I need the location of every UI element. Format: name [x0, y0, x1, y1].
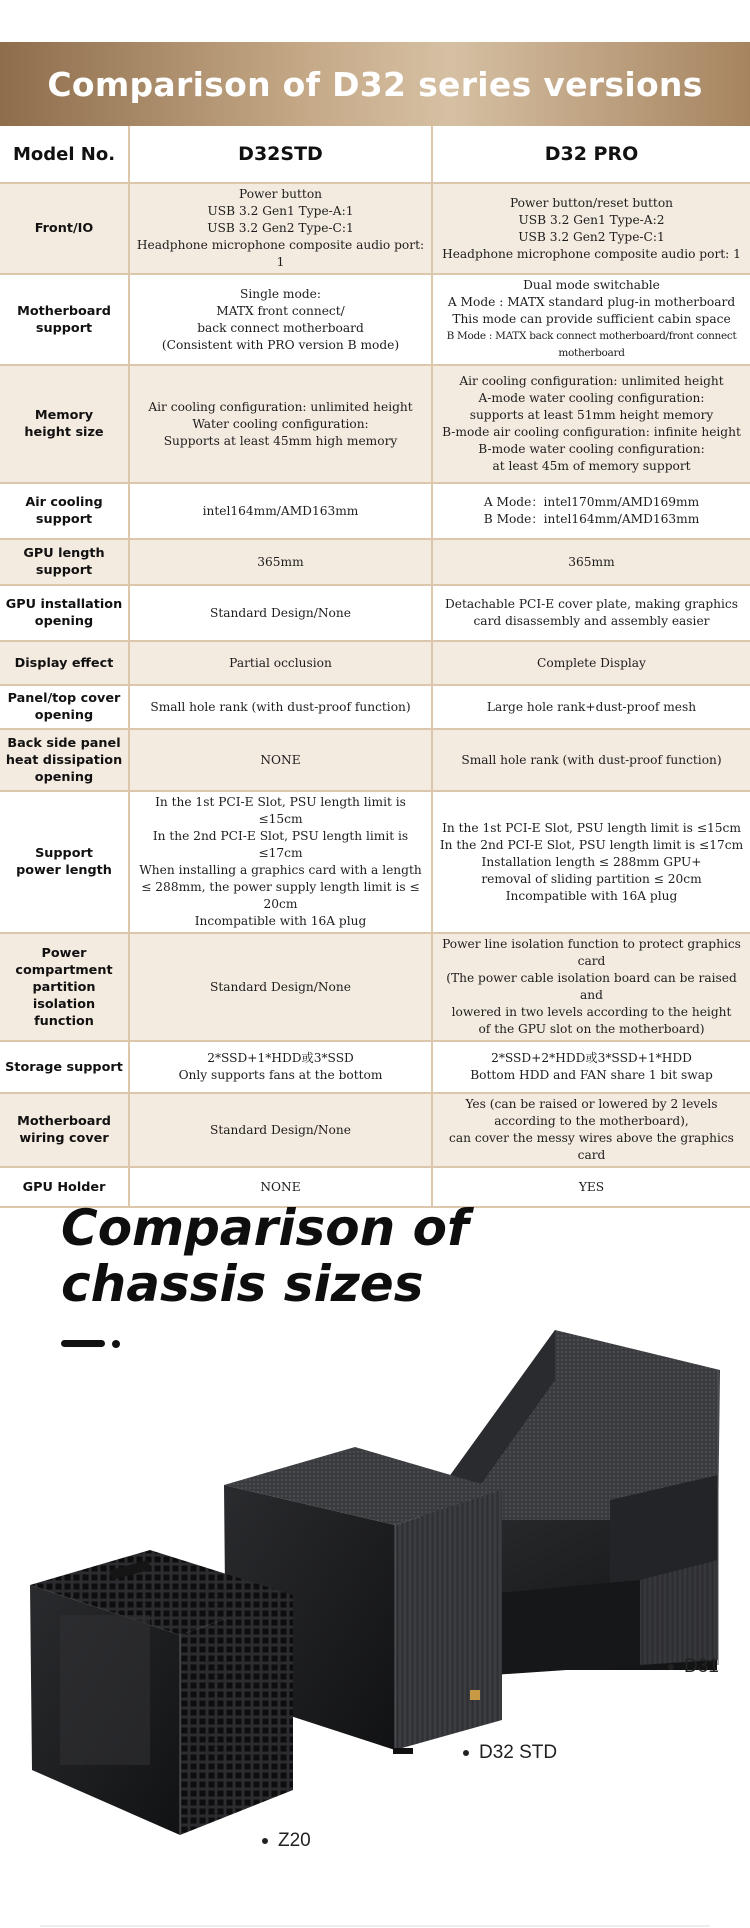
row-label	[0, 585, 129, 641]
cell-d32std-line: back connect motherboard	[197, 320, 364, 335]
cell-d32std-line: USB 3.2 Gen1 Type-A:1	[207, 204, 354, 218]
cell-d32std-line: Water cooling configuration:	[192, 416, 369, 431]
row-label	[0, 365, 129, 483]
row-label-line: Support	[35, 846, 93, 861]
cell-d32pro-line: This mode can provide sufficient cabin space	[452, 312, 731, 326]
cell-d32std	[129, 183, 432, 274]
cell-d32std-line: Supports at least 45mm high memory	[163, 433, 398, 448]
label-d31	[668, 1656, 719, 1678]
cell-d32pro-line: can cover the messy wires above the graphics card	[449, 1131, 734, 1162]
header-d32std: D32STD	[129, 126, 432, 183]
cell-d32std-line: Small hole rank (with dust-proof function)	[150, 699, 411, 714]
cell-d32std	[129, 274, 432, 365]
cell-d32std	[129, 539, 432, 585]
cell-d32std-line: Air cooling configuration: unlimited height	[148, 399, 413, 414]
cell-d32std-line: In the 2nd PCI-E Slot, PSU length limit is ≤17cm	[152, 829, 409, 860]
table-row	[0, 933, 750, 1041]
row-label-line: Back side panel	[7, 735, 121, 751]
case-z20	[30, 1550, 293, 1835]
cell-d32std-line: USB 3.2 Gen2 Type-C:1	[207, 221, 354, 235]
cell-d32pro-line: Small hole rank (with dust-proof function)	[461, 752, 722, 767]
cell-d32std-line: Partial occlusion	[229, 655, 332, 670]
cell-d32pro-line: B-mode air cooling configuration: infinite height	[442, 425, 741, 439]
cell-d32pro-line: USB 3.2 Gen2 Type-C:1	[518, 229, 665, 244]
table-row	[0, 1041, 750, 1093]
label-z20-text: Z20	[278, 1830, 311, 1851]
table-row	[0, 274, 750, 365]
cell-d32pro-line: Installation length ≤ 288mm GPU+	[481, 854, 702, 869]
row-label-line: GPU installation	[5, 597, 123, 612]
cell-d32pro-line: Air cooling configuration: unlimited height	[459, 374, 724, 388]
cell-d32std-line: Headphone microphone composite audio port: 1	[136, 238, 425, 269]
cell-d32pro-line: A Mode：intel170mm/AMD169mm	[483, 495, 700, 509]
cell-d32std	[129, 483, 432, 539]
header-d32pro: D32 PRO	[432, 126, 750, 183]
label-d32std-text: D32 STD	[479, 1742, 558, 1763]
cell-d32pro	[432, 685, 750, 729]
cell-d32pro-line: Bottom HDD and FAN share 1 bit swap	[470, 1068, 713, 1082]
cell-d32pro-line: A-mode water cooling configuration:	[478, 391, 705, 405]
row-label-line: Display effect	[14, 655, 114, 671]
cell-d32pro-line: Large hole rank+dust-proof mesh	[486, 699, 697, 714]
cell-d32pro-line: B Mode : MATX back connect motherboard/front connect motherboard	[446, 330, 737, 359]
cell-d32std-line: Power button	[238, 187, 323, 201]
table-row	[0, 585, 750, 641]
cell-d32std-line: 2*SSD+1*HDD或3*SSD	[207, 1051, 354, 1065]
table-row	[0, 365, 750, 483]
cell-d32std	[129, 685, 432, 729]
cell-d32pro	[432, 365, 750, 483]
row-label	[0, 791, 129, 933]
row-label-line: power length	[16, 863, 112, 878]
row-label-line: support	[35, 320, 93, 336]
cell-d32std	[129, 365, 432, 483]
cell-d32std-line: Standard Design/None	[210, 979, 351, 994]
cell-d32pro-line: of the GPU slot on the motherboard)	[478, 1022, 705, 1036]
cell-d32std-line: In the 1st PCI-E Slot, PSU length limit is ≤15cm	[155, 795, 406, 826]
cell-d32pro-line: lowered in two levels according to the height	[451, 1005, 732, 1019]
comparison-banner	[0, 42, 750, 126]
cell-d32pro-line: A Mode : MATX standard plug-in motherboard	[447, 295, 736, 309]
row-label-line: Power	[41, 945, 87, 961]
cell-d32pro-line: Power button/reset button	[509, 195, 674, 210]
cell-d32pro-line: Power line isolation function to protect graphics card	[442, 937, 741, 968]
bullet-icon	[668, 1664, 674, 1670]
row-label-line: support	[35, 563, 93, 578]
row-label-line: Storage support	[5, 1059, 123, 1075]
row-label	[0, 933, 129, 1041]
cell-d32pro-line: 2*SSD+2*HDD或3*SSD+1*HDD	[491, 1051, 692, 1065]
cell-d32std	[129, 729, 432, 791]
cell-d32std-line: Standard Design/None	[210, 605, 351, 620]
cell-d32pro	[432, 1093, 750, 1167]
table-row	[0, 791, 750, 933]
bullet-icon	[463, 1750, 469, 1756]
row-label-line: isolation function	[32, 996, 96, 1029]
cell-d32std-line: (Consistent with PRO version B mode)	[161, 337, 400, 352]
cell-d32pro-line: removal of sliding partition ≤ 20cm	[481, 871, 702, 886]
cell-d32pro-line: Headphone microphone composite audio port: 1	[442, 246, 741, 261]
row-label-line: Panel/top cover	[7, 691, 121, 706]
cell-d32std-line: Incompatible with 16A plug	[194, 914, 367, 928]
table-header-row	[0, 126, 750, 183]
cell-d32pro-line: In the 1st PCI-E Slot, PSU length limit is ≤15cm	[442, 820, 741, 835]
chassis-illustration	[0, 1330, 750, 1890]
cell-d32pro-line: B Mode：intel164mm/AMD163mm	[483, 512, 700, 526]
row-label	[0, 483, 129, 539]
label-d31-text: D31	[684, 1656, 719, 1677]
cell-d32std-line: Single mode:	[240, 286, 321, 301]
cell-d32pro-line: Complete Display	[537, 655, 646, 670]
row-label	[0, 539, 129, 585]
cell-d32pro-line: In the 2nd PCI-E Slot, PSU length limit is ≤17cm	[439, 837, 744, 852]
row-label-line: compartment	[15, 962, 113, 978]
row-label-line: Front/IO	[34, 221, 94, 236]
label-d32std	[463, 1742, 557, 1764]
row-label	[0, 183, 129, 274]
row-label	[0, 641, 129, 685]
cell-d32std-line: Only supports fans at the bottom	[178, 1068, 383, 1082]
row-label-line: opening	[34, 769, 94, 785]
row-label-line: GPU Holder	[22, 1179, 106, 1195]
row-label	[0, 1041, 129, 1093]
cell-d32std	[129, 585, 432, 641]
table-row	[0, 539, 750, 585]
cell-d32pro	[432, 483, 750, 539]
cell-d32pro	[432, 183, 750, 274]
cell-d32pro	[432, 641, 750, 685]
banner-title: Comparison of D32 series versions	[47, 64, 703, 104]
cell-d32pro	[432, 274, 750, 365]
cell-d32pro-line: according to the motherboard),	[494, 1114, 689, 1128]
row-label-line: height size	[24, 425, 104, 440]
cell-d32std	[129, 1041, 432, 1093]
cell-d32pro-line: Detachable PCI-E cover plate, making graphics	[444, 597, 739, 611]
cell-d32std-line: 365mm	[257, 554, 304, 569]
row-label-line: wiring cover	[19, 1131, 109, 1146]
cell-d32std	[129, 933, 432, 1041]
cell-d32pro-line: card disassembly and assembly easier	[473, 614, 710, 628]
header-model-no: Model No.	[0, 126, 129, 183]
table-row	[0, 483, 750, 539]
row-label	[0, 729, 129, 791]
row-label-line: Motherboard	[17, 1114, 111, 1129]
cell-d32pro-line: Yes (can be raised or lowered by 2 levels	[465, 1097, 718, 1111]
row-label-line: Motherboard	[17, 303, 111, 319]
cell-d32std-line: When installing a graphics card with a length	[139, 863, 422, 877]
cell-d32pro	[432, 1041, 750, 1093]
comparison-table	[0, 126, 750, 1208]
cell-d32std-line: NONE	[260, 1179, 301, 1194]
cell-d32std-line: NONE	[260, 752, 301, 767]
row-label-line: heat dissipation	[5, 752, 123, 768]
row-label	[0, 685, 129, 729]
row-label-line: GPU length	[23, 546, 105, 561]
cell-d32std-line: intel164mm/AMD163mm	[202, 503, 359, 518]
cell-d32std-line: MATX front connect/	[216, 303, 345, 318]
cell-d32pro	[432, 729, 750, 791]
row-label-line: opening	[34, 708, 94, 723]
footer-divider	[40, 1925, 710, 1927]
table-row	[0, 183, 750, 274]
row-label	[0, 274, 129, 365]
cell-d32pro-line: Dual mode switchable	[523, 278, 660, 292]
cell-d32std-line: ≤ 288mm, the power supply length limit is ≤ 20cm	[141, 880, 420, 911]
cell-d32pro	[432, 791, 750, 933]
cell-d32std	[129, 641, 432, 685]
cell-d32pro	[432, 585, 750, 641]
table-row	[0, 685, 750, 729]
row-label-line: support	[35, 512, 93, 527]
bullet-icon	[262, 1838, 268, 1844]
cell-d32pro-line: Incompatible with 16A plug	[505, 888, 678, 903]
cell-d32std	[129, 791, 432, 933]
table-row	[0, 1093, 750, 1167]
cell-d32pro-line: supports at least 51mm height memory	[469, 408, 714, 422]
row-label-line: opening	[34, 614, 94, 629]
cell-d32pro	[432, 933, 750, 1041]
sizes-title-line1: Comparison of	[61, 1199, 469, 1257]
cell-d32pro-line: (The power cable isolation board can be raised and	[446, 971, 737, 1002]
cell-d32pro-line: YES	[578, 1179, 605, 1194]
sizes-title	[61, 1200, 469, 1312]
label-z20	[262, 1830, 311, 1852]
cell-d32pro	[432, 539, 750, 585]
cell-d32std	[129, 1093, 432, 1167]
table-row	[0, 641, 750, 685]
cell-d32std-line: Standard Design/None	[210, 1122, 351, 1137]
table-row	[0, 729, 750, 791]
cell-d32pro-line: USB 3.2 Gen1 Type-A:2	[518, 212, 665, 227]
row-label	[0, 1093, 129, 1167]
sizes-title-line2: chassis sizes	[61, 1255, 424, 1313]
row-label-line: partition	[32, 979, 96, 995]
cell-d32pro-line: B-mode water cooling configuration:	[478, 442, 705, 456]
row-label-line: Memory	[34, 408, 94, 423]
row-label-line: Air cooling	[25, 495, 103, 510]
cell-d32pro-line: at least 45m of memory support	[492, 459, 691, 473]
cell-d32pro-line: 365mm	[568, 554, 615, 569]
cell-d32pro	[432, 1167, 750, 1207]
